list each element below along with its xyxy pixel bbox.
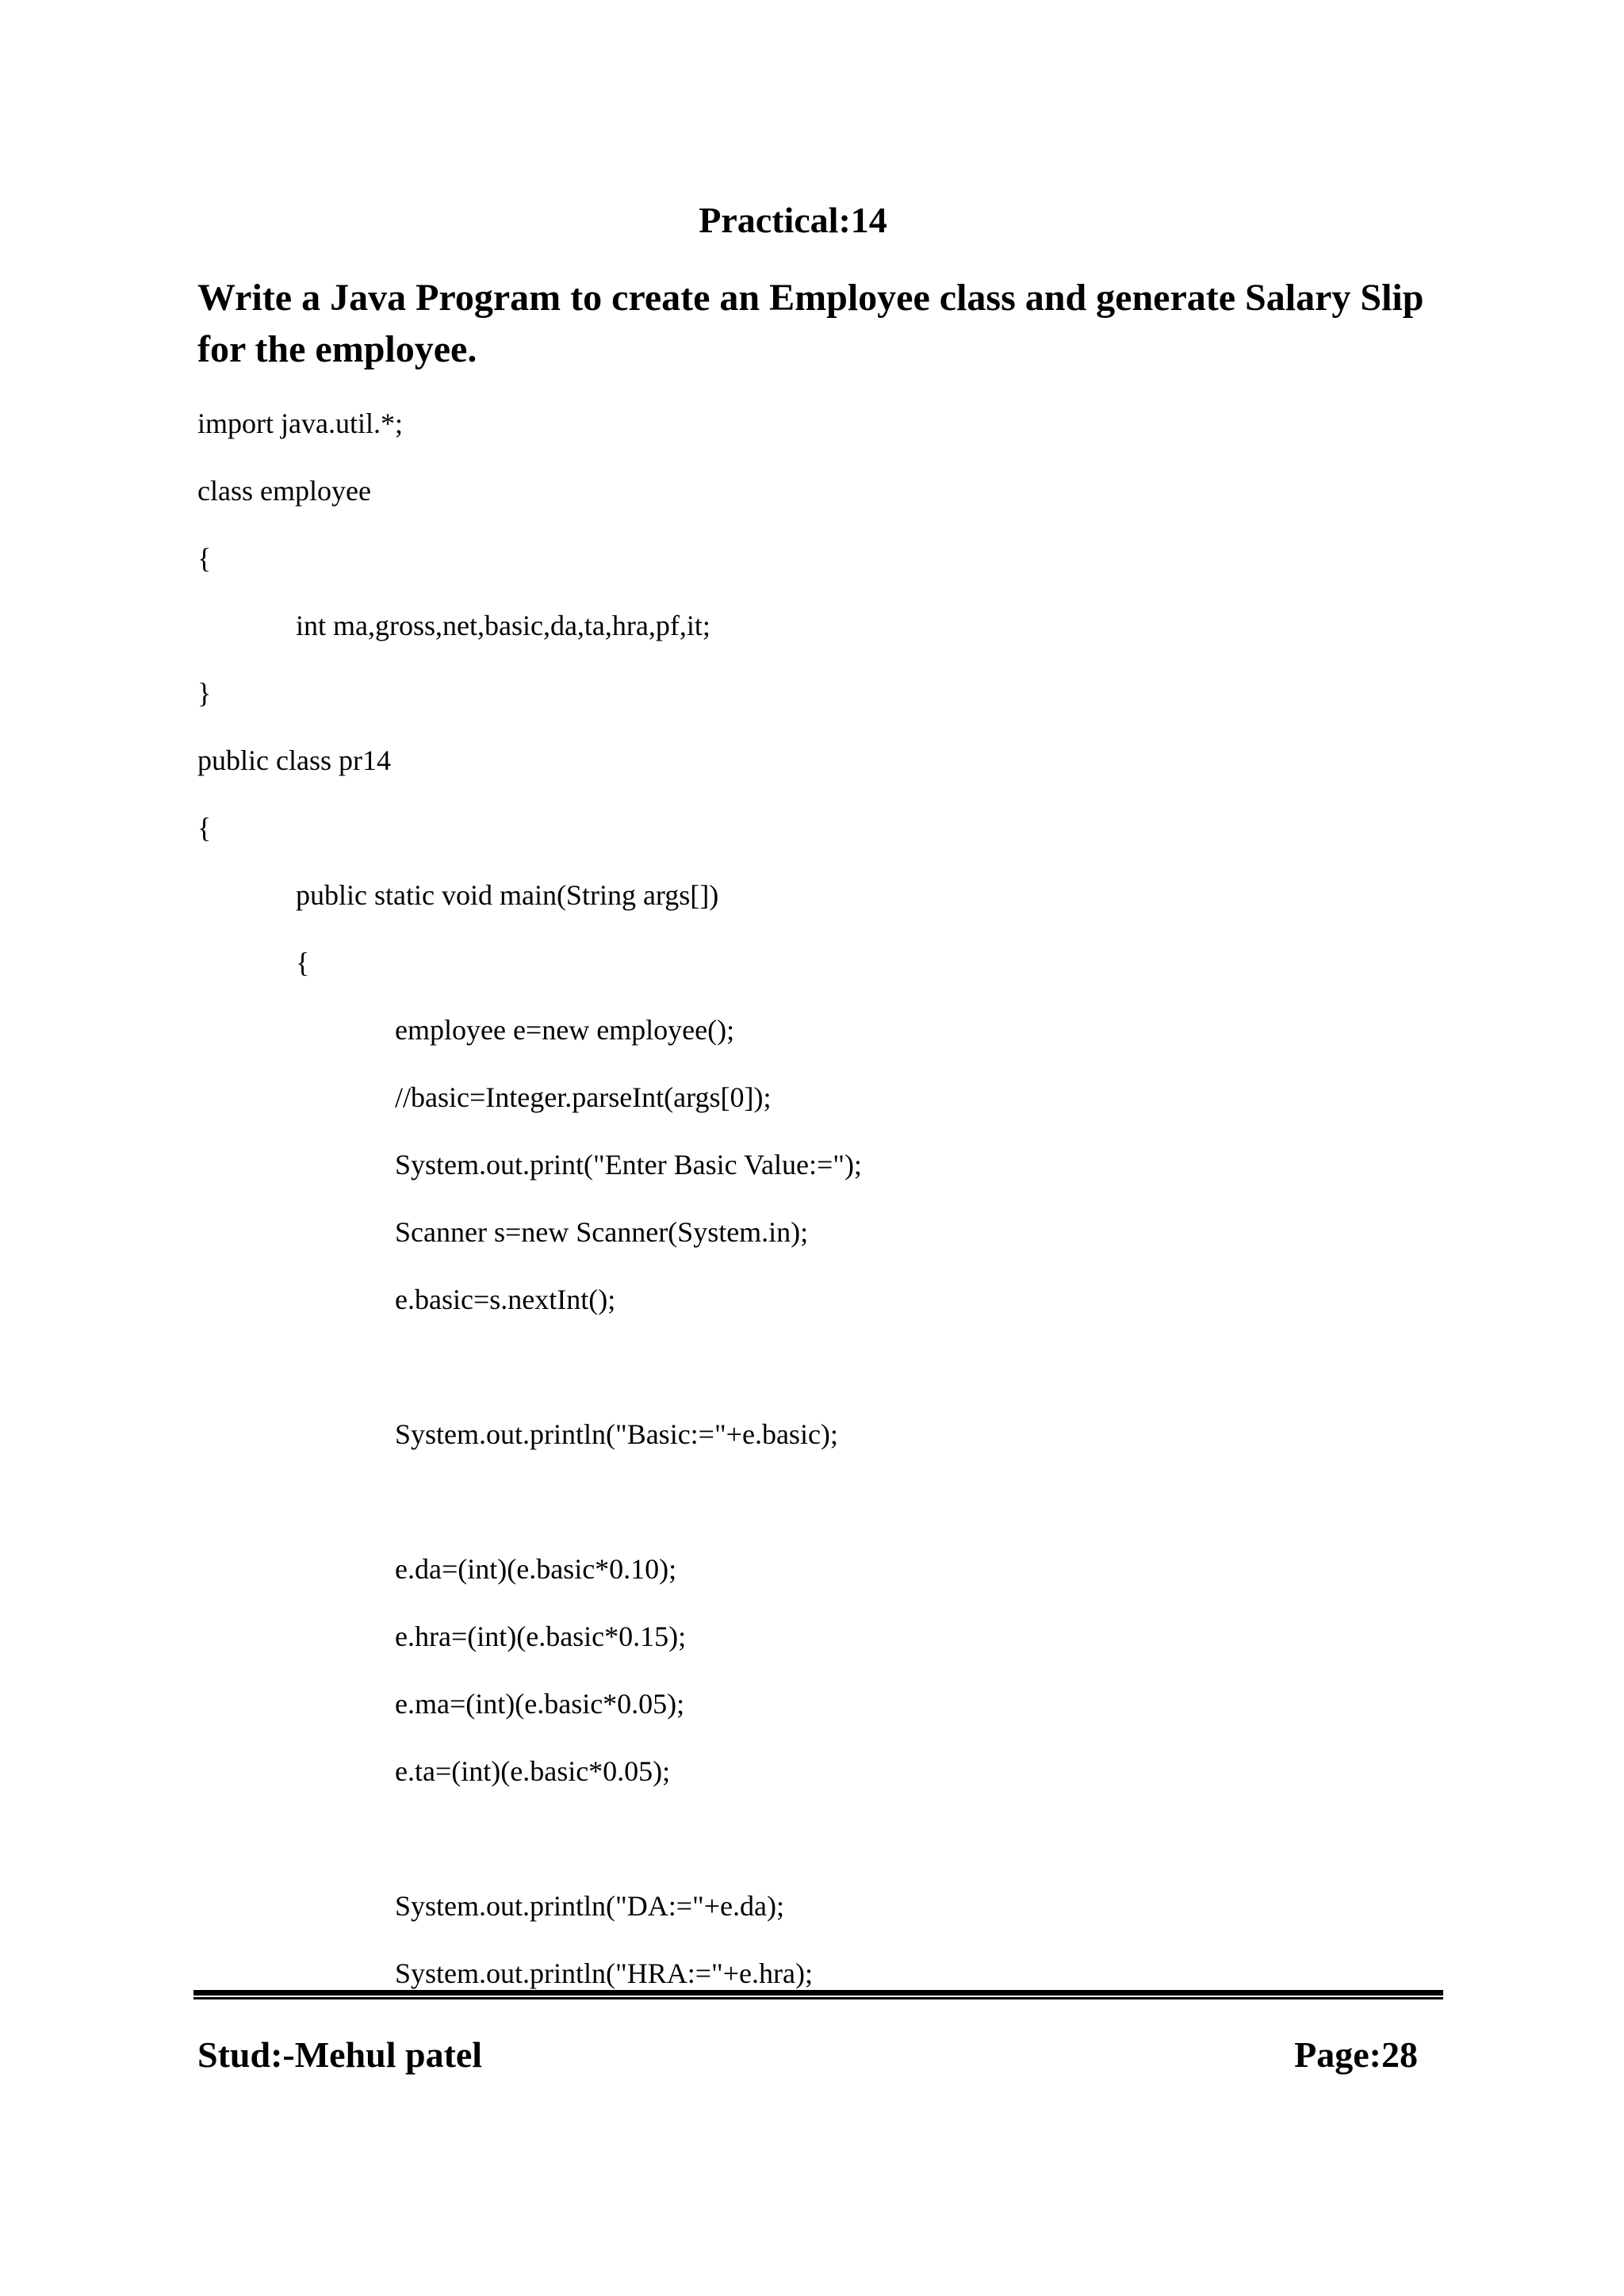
code-line: e.ma=(int)(e.basic*0.05); (395, 1688, 685, 1720)
page-title: Practical:14 (699, 200, 887, 240)
code-line: e.da=(int)(e.basic*0.10); (395, 1553, 677, 1585)
code-line: e.basic=s.nextInt(); (395, 1284, 616, 1315)
code-line: System.out.print("Enter Basic Value:="); (395, 1149, 862, 1181)
code-line: e.ta=(int)(e.basic*0.05); (395, 1755, 671, 1787)
code-line: public static void main(String args[]) (296, 879, 719, 911)
code-line: } (197, 677, 212, 709)
code-line: System.out.println("Basic:="+e.basic); (395, 1418, 838, 1450)
code-line: public class pr14 (197, 744, 391, 776)
code-line: { (197, 542, 212, 574)
code-line: System.out.println("DA:="+e.da); (395, 1890, 784, 1922)
code-line: int ma,gross,net,basic,da,ta,hra,pf,it; (296, 610, 710, 641)
code-line: Scanner s=new Scanner(System.in); (395, 1216, 809, 1248)
code-line: System.out.println("HRA:="+e.hra); (395, 1957, 813, 1989)
footer-student-name: Stud:-Mehul patel (197, 2034, 483, 2075)
code-line: e.hra=(int)(e.basic*0.15); (395, 1621, 687, 1652)
question-heading: Write a Java Program to create an Employee class and generate Salary Slip for the employee. (197, 277, 1424, 370)
footer-page-number: Page:28 (1294, 2034, 1418, 2075)
code-line: { (296, 947, 310, 978)
footer-divider (193, 1990, 1443, 1999)
code-line: employee e=new employee(); (395, 1014, 735, 1046)
code-line: class employee (197, 475, 371, 507)
code-line: //basic=Integer.parseInt(args[0]); (395, 1081, 772, 1113)
code-line: { (197, 812, 212, 844)
code-line: import java.util.*; (197, 408, 403, 439)
